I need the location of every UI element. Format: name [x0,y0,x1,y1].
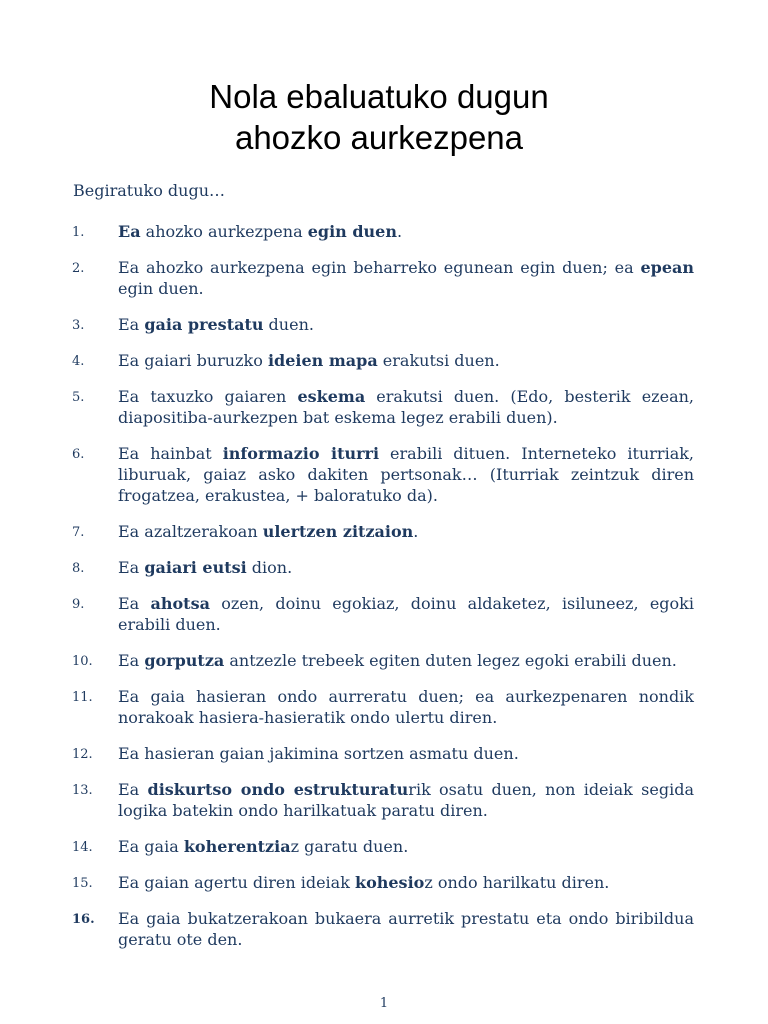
text-run: Ea gaia hasieran ondo aurreratu duen; ea aurkezpenaren nondik norakoak hasiera-hasieratik ondo ulertu diren. [118,687,694,727]
list-item-number: 12. [72,747,93,762]
text-run: Ea taxuzko gaiaren [118,387,298,406]
list-item [0,908,768,950]
emphasis-text: ahotsa [150,594,210,613]
text-run: . [396,222,403,241]
list-item-number: 3. [72,318,85,333]
page-title [0,76,758,158]
emphasis-text: gaiari eutsi [144,558,247,577]
list-item-text [118,386,694,428]
list-item-number: 14. [72,840,93,855]
text-run: Ea gaian agertu diren ideiak [118,873,355,892]
list-item-number: 9. [72,597,85,612]
text-run: z ondo harilkatu diren. [424,873,610,892]
text-run: Ea azaltzerakoan [118,522,263,541]
list-item [0,593,768,635]
emphasis-text: diskurtso ondo estrukturatu [147,780,409,799]
list-item-text [118,593,694,635]
list-item-number: 7. [72,525,85,540]
text-run: Ea [118,594,151,613]
text-run: Ea hasieran gaian jakimina sortzen asmatu duen. [118,744,519,763]
list-item [0,257,768,299]
list-item-text [118,908,694,950]
emphasis-text: gaia prestatu [144,315,264,334]
list-item [0,686,768,728]
text-run: erakutsi duen. [377,351,500,370]
list-item-text [118,443,694,506]
text-run: . [413,522,419,541]
list-item [0,443,768,506]
text-run: erabili dituen. Interneteko iturriak, liburuak, gaiaz asko dakiten pertsonak… (Iturriak zeintzuk diren frogatzea, erakustea, + baloratuko da). [118,444,695,505]
text-run: Ea gaia [118,837,184,856]
list-item-text [118,836,694,857]
list-item-text [118,743,694,764]
text-run: egin duen. [118,279,204,298]
emphasis-text: epean [640,258,694,277]
text-run: z garatu duen. [290,837,409,856]
emphasis-text: ulertzen zitzaion [262,522,414,541]
list-item-number: 13. [72,783,93,798]
list-item-number: 1. [72,225,85,240]
page-number: 1 [379,996,389,1011]
list-item-number: 11. [72,690,93,705]
list-item-text [118,686,694,728]
emphasis-text: ideien mapa [267,351,378,370]
list-item-number: 8. [72,561,85,576]
text-run: Ea gaia bukatzerakoan bukaera aurretik prestatu eta ondo biribildua geratu ote den. [118,909,694,949]
list-item-number: 6. [72,447,85,462]
list-item [0,350,768,371]
list-item-text [118,350,694,371]
list-item [0,521,768,542]
list-item [0,779,768,821]
list-item-text [118,314,694,335]
list-item-number: 4. [72,354,85,369]
list-item-text [118,521,694,542]
list-item-number: 5. [72,390,85,405]
text-run: dion. [246,558,293,577]
list-item-text [118,779,694,821]
list-item-text [118,221,694,242]
text-run: Ea gaiari buruzko [118,351,268,370]
list-item-number: 10. [72,654,93,669]
list-item [0,836,768,857]
list-item-number: 15. [72,876,93,891]
text-run: Ea [118,651,145,670]
list-item-number: 2. [72,261,85,276]
text-run: erakutsi duen. (Edo, besterik ezean, diapositiba-aurkezpen bat eskema legez erabili duen). [118,387,695,427]
list-item-text [118,872,694,893]
list-item [0,557,768,578]
text-run: Ea [118,315,145,334]
emphasis-text: Ea [118,222,141,241]
list-item [0,386,768,428]
list-item [0,221,768,242]
text-run: Ea [118,780,148,799]
text-run: Ea hainbat [118,444,223,463]
text-run: ozen, doinu egokiaz, doinu aldaketez, isiluneez, egoki erabili duen. [118,594,694,634]
list-item-number: 16. [72,912,95,927]
emphasis-text: eskema [297,387,366,406]
emphasis-text: egin duen [307,222,397,241]
intro-text: Begiratuko dugu… [73,181,226,200]
list-item [0,743,768,764]
list-item [0,314,768,335]
emphasis-text: informazio iturri [222,444,380,463]
text-run: antzezle trebeek egiten duten legez egoki erabili duen. [224,651,677,670]
title-line-2: ahozko aurkezpena [234,119,524,156]
list-item [0,650,768,671]
emphasis-text: kohesio [354,873,425,892]
text-run: ahozko aurkezpena [140,222,308,241]
text-run: Ea [118,558,145,577]
list-item-text [118,650,694,671]
text-run: Ea ahozko aurkezpena egin beharreko egunean egin duen; ea [118,258,641,277]
list-item [0,872,768,893]
criteria-list [0,221,768,965]
list-item-text [118,557,694,578]
emphasis-text: gorputza [144,651,225,670]
list-item-text [118,257,694,299]
emphasis-text: koherentzia [183,837,291,856]
text-run: duen. [263,315,314,334]
text-run: rik osatu duen, non ideiak segida logika batekin ondo harilkatuak paratu diren. [118,780,694,820]
title-line-1: Nola ebaluatuko dugun [209,78,549,115]
